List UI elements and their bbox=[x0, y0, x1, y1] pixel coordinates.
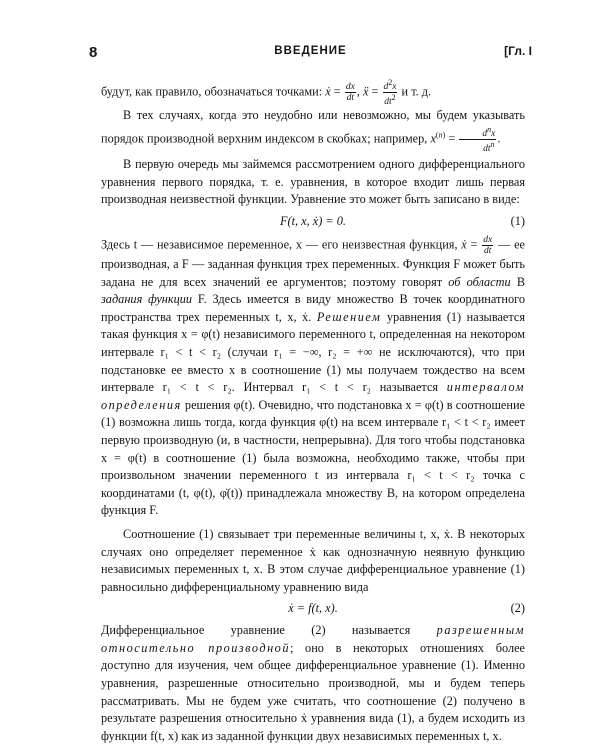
term-solution: Решением bbox=[316, 309, 382, 324]
equation-1-number: (1) bbox=[510, 214, 525, 228]
page-body bbox=[101, 78, 525, 745]
running-header bbox=[89, 44, 532, 64]
equation-2-number: (2) bbox=[510, 601, 525, 616]
equation-1: F(t, x, ẋ) = 0. (1) bbox=[101, 213, 525, 231]
paragraph-implicit: Соотношение (1) связывает три переменные величины t, x, ẋ. В некоторых случаях оно определяет переменное ẋ как однозначную неявную функцию независимых переменных t, x. В этом случае дифференциальное уравнение (1) равносильно дифференциальному уравнению вида bbox=[101, 526, 525, 594]
paragraph-definitions: Здесь t — независимое переменное, x — его неизвестная функция, ẋ = $\frac{dx}{dt}$ — ее производная, а F — заданная функция трех переменных. Функция F может быть задана не для всех значений ее аргументов; поэтому говорят об области В задания функции F. Здесь имеется в виду множество В точек координатного пространства трех переменных t, x, ẋ. Решением уравнения (1) называется такая функция x = φ(t) независимого переменного t, определенная на некотором интервале r₁ < t < r₂ (случаи r₁ = −∞, r₂ = +∞ не исключаются), что при подстановке ее вместо x в соотношение (1) мы получаем тождество на всем интервале r₁ < t < r₂. Интервал r₁ < t < r₂ называется интервалом определения решения φ(t). Очевидно, что подстановка x = φ(t) в соотношение (1) возможна лишь тогда, когда функция φ(t) на всем интервале r₁ < t < r₂ имеет первую производную (и, в частности, непрерывна). Для того чтобы подстановка x = φ(t) в соотношение (1) была возможна, необходимо также, чтобы при произвольном значении переменного t из интервала r₁ < t < r₂ точка с координатами (t, φ(t), φ̇(t)) принадлежала множеству В, на котором определена функция F. bbox=[101, 235, 526, 518]
paragraph-first-order: В первую очередь мы займемся рассмотрением одного дифференциального уравнения первого порядка, т. е. уравнения, в которое входит лишь первая производная неизвестной функции. Уравнение это может быть записано в виде: bbox=[101, 157, 525, 207]
term-resolved: разрешенным относительно производной bbox=[101, 623, 525, 655]
page-number: 8 bbox=[89, 44, 98, 61]
section-title: ВВЕДЕНИЕ bbox=[274, 45, 347, 57]
paragraph-superscript-index: В тех случаях, когда это неудобно или невозможно, мы будем указывать порядок производной верхним индексом в скобках; например, $x^{(n)}$ = $\frac{d^nx}{dt^n}$ . bbox=[101, 108, 525, 155]
paragraph-resolved: Дифференциальное уравнение (2) называется разрешенным относительно производной; оно в некоторых отношениях более доступно для изучения, чем общее дифференциальное уравнение (1). Именно уравнения, разрешенные относительно производной, мы и будем теперь рассматривать. Мы не будем уже считать, что соотношение (2) получено в результате разрешения относительно ẋ уравнения вида (1), а будем исходить из функции f(t, x) как из заданной функции двух независимых переменных t, x. bbox=[101, 623, 525, 743]
equation-2: ẋ = f(t, x). (2) bbox=[101, 600, 525, 618]
paragraph-notation: будут, как правило, обозначаться точками: ẋ = $\frac{dx}{dt}$ , ẍ = $\frac{d^2x}{dt^2}$ и т. д. bbox=[101, 78, 432, 108]
chapter-label: [Гл. I bbox=[504, 44, 532, 58]
term-definition-interval: интервалом определения bbox=[101, 380, 525, 412]
